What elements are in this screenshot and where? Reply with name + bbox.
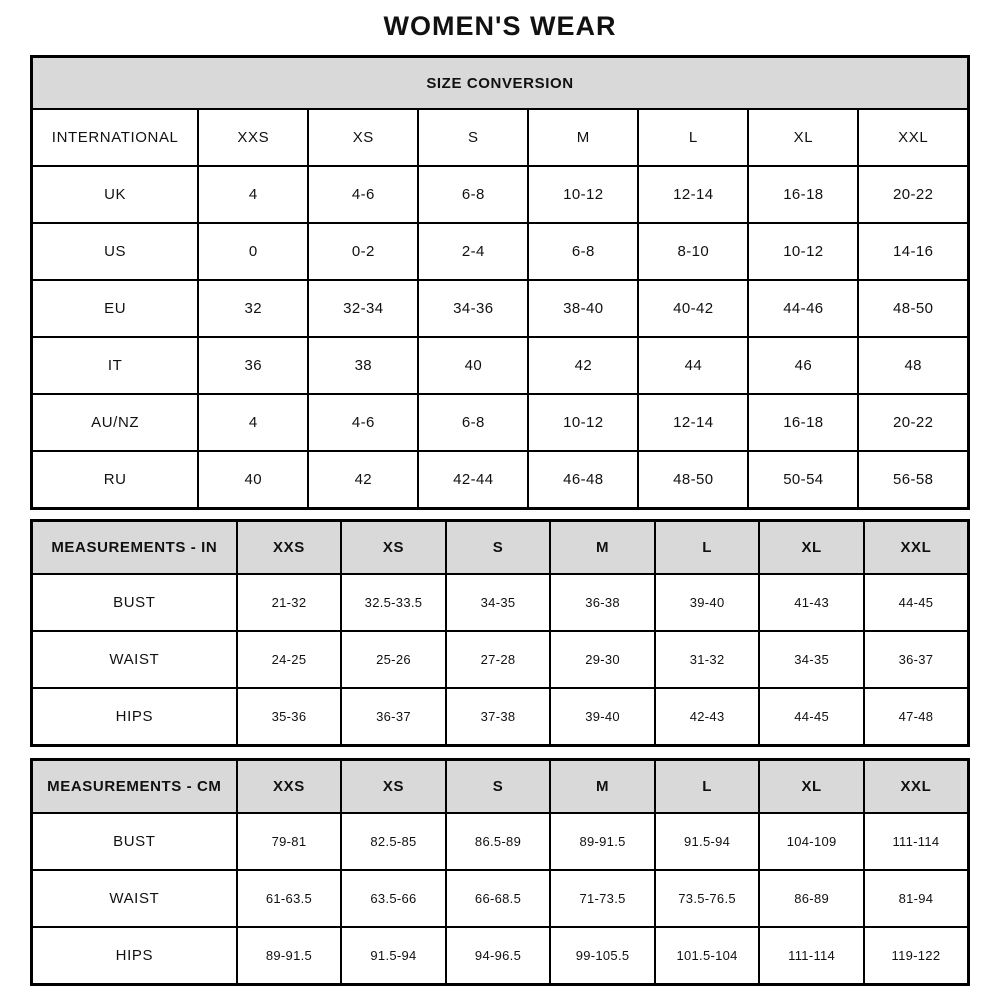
size-value: 10-12 [748, 223, 858, 280]
column-header-row [32, 521, 969, 575]
table-row-waist [32, 631, 969, 688]
size-value: 4-6 [308, 394, 418, 451]
column-header-s: S [446, 760, 551, 814]
measurement-value: 91.5-94 [341, 927, 446, 985]
size-value: 14-16 [858, 223, 968, 280]
size-value: 4 [198, 394, 308, 451]
column-header-xs: XS [341, 760, 446, 814]
measurement-value: 27-28 [446, 631, 551, 688]
size-value: 42 [528, 337, 638, 394]
size-conversion-title: SIZE CONVERSION [32, 57, 969, 110]
size-value: 8-10 [638, 223, 748, 280]
size-value: 32 [198, 280, 308, 337]
measurement-value: 61-63.5 [237, 870, 342, 927]
column-header-s: S [446, 521, 551, 575]
measurement-value: 39-40 [550, 688, 655, 746]
column-header-xxs: XXS [198, 109, 308, 166]
row-label: EU [32, 280, 199, 337]
measurement-value: 21-32 [237, 574, 342, 631]
column-header-international: INTERNATIONAL [32, 109, 199, 166]
measurement-value: 91.5-94 [655, 813, 760, 870]
table-spacer [30, 747, 970, 758]
column-header-xs: XS [341, 521, 446, 575]
measurement-value: 81-94 [864, 870, 969, 927]
size-value: 40 [418, 337, 528, 394]
table-row-us [32, 223, 969, 280]
column-header-xxl: XXL [858, 109, 968, 166]
measurement-value: 44-45 [864, 574, 969, 631]
measurement-value: 86.5-89 [446, 813, 551, 870]
column-header-row [32, 109, 969, 166]
size-value: 32-34 [308, 280, 418, 337]
table-row-uk [32, 166, 969, 223]
table-row-aunz [32, 394, 969, 451]
size-value: 42-44 [418, 451, 528, 509]
size-value: 48-50 [638, 451, 748, 509]
measurement-value: 34-35 [759, 631, 864, 688]
size-value: 40 [198, 451, 308, 509]
column-header-m: M [550, 760, 655, 814]
size-value: 6-8 [418, 166, 528, 223]
size-value: 10-12 [528, 166, 638, 223]
size-value: 0-2 [308, 223, 418, 280]
size-value: 48 [858, 337, 968, 394]
size-value: 38-40 [528, 280, 638, 337]
column-header-m: M [550, 521, 655, 575]
table-spacer [30, 510, 970, 519]
size-value: 12-14 [638, 166, 748, 223]
size-value: 46 [748, 337, 858, 394]
column-header-xl: XL [759, 760, 864, 814]
column-header-row [32, 760, 969, 814]
measurement-value: 86-89 [759, 870, 864, 927]
measurement-value: 79-81 [237, 813, 342, 870]
measurement-value: 104-109 [759, 813, 864, 870]
measurement-value: 101.5-104 [655, 927, 760, 985]
row-label: US [32, 223, 199, 280]
size-value: 44-46 [748, 280, 858, 337]
row-label: WAIST [32, 631, 237, 688]
row-label: UK [32, 166, 199, 223]
size-value: 2-4 [418, 223, 528, 280]
size-conversion-table [30, 55, 970, 510]
measurements-in-table [30, 519, 970, 747]
size-value: 56-58 [858, 451, 968, 509]
size-value: 42 [308, 451, 418, 509]
column-header-l: L [655, 521, 760, 575]
column-header-xs: XS [308, 109, 418, 166]
size-value: 12-14 [638, 394, 748, 451]
size-value: 44 [638, 337, 748, 394]
size-value: 0 [198, 223, 308, 280]
measurement-value: 41-43 [759, 574, 864, 631]
measurements-cm-table [30, 758, 970, 986]
row-label: WAIST [32, 870, 237, 927]
row-label: HIPS [32, 688, 237, 746]
measurement-value: 24-25 [237, 631, 342, 688]
column-header-s: S [418, 109, 528, 166]
page-title: WOMEN'S WEAR [383, 11, 617, 41]
measurement-value: 111-114 [864, 813, 969, 870]
size-value: 40-42 [638, 280, 748, 337]
measurement-value: 36-38 [550, 574, 655, 631]
column-header-xl: XL [748, 109, 858, 166]
table-row-hips [32, 688, 969, 746]
measurement-value: 42-43 [655, 688, 760, 746]
measurement-value: 37-38 [446, 688, 551, 746]
measurement-value: 36-37 [864, 631, 969, 688]
size-value: 10-12 [528, 394, 638, 451]
size-value: 50-54 [748, 451, 858, 509]
measurement-value: 31-32 [655, 631, 760, 688]
measurement-value: 39-40 [655, 574, 760, 631]
size-value: 4 [198, 166, 308, 223]
measurement-value: 73.5-76.5 [655, 870, 760, 927]
column-header-l: L [655, 760, 760, 814]
size-value: 36 [198, 337, 308, 394]
measurement-value: 36-37 [341, 688, 446, 746]
size-value: 16-18 [748, 394, 858, 451]
row-label: BUST [32, 574, 237, 631]
table-row-it [32, 337, 969, 394]
measurement-value: 66-68.5 [446, 870, 551, 927]
size-value: 20-22 [858, 166, 968, 223]
table-row-hips [32, 927, 969, 985]
size-value: 16-18 [748, 166, 858, 223]
measurement-value: 29-30 [550, 631, 655, 688]
column-header-xl: XL [759, 521, 864, 575]
row-label: BUST [32, 813, 237, 870]
size-value: 6-8 [418, 394, 528, 451]
measurement-value: 71-73.5 [550, 870, 655, 927]
size-value: 6-8 [528, 223, 638, 280]
measurement-value: 44-45 [759, 688, 864, 746]
measurement-value: 34-35 [446, 574, 551, 631]
row-label: AU/NZ [32, 394, 199, 451]
measurements-in-title: MEASUREMENTS - IN [32, 521, 237, 575]
column-header-xxs: XXS [237, 521, 342, 575]
measurement-value: 99-105.5 [550, 927, 655, 985]
size-value: 4-6 [308, 166, 418, 223]
size-value: 38 [308, 337, 418, 394]
column-header-l: L [638, 109, 748, 166]
measurement-value: 94-96.5 [446, 927, 551, 985]
measurement-value: 25-26 [341, 631, 446, 688]
column-header-m: M [528, 109, 638, 166]
table-row-ru [32, 451, 969, 509]
measurement-value: 63.5-66 [341, 870, 446, 927]
measurement-value: 82.5-85 [341, 813, 446, 870]
row-label: IT [32, 337, 199, 394]
measurement-value: 32.5-33.5 [341, 574, 446, 631]
size-value: 20-22 [858, 394, 968, 451]
measurement-value: 35-36 [237, 688, 342, 746]
table-row-eu [32, 280, 969, 337]
measurement-value: 119-122 [864, 927, 969, 985]
measurements-cm-title: MEASUREMENTS - CM [32, 760, 237, 814]
measurement-value: 89-91.5 [237, 927, 342, 985]
table-title-row [32, 57, 969, 110]
column-header-xxl: XXL [864, 521, 969, 575]
column-header-xxl: XXL [864, 760, 969, 814]
size-value: 46-48 [528, 451, 638, 509]
table-row-bust [32, 574, 969, 631]
measurement-value: 111-114 [759, 927, 864, 985]
size-value: 34-36 [418, 280, 528, 337]
row-label: HIPS [32, 927, 237, 985]
size-value: 48-50 [858, 280, 968, 337]
measurement-value: 89-91.5 [550, 813, 655, 870]
row-label: RU [32, 451, 199, 509]
measurement-value: 47-48 [864, 688, 969, 746]
table-row-waist [32, 870, 969, 927]
table-row-bust [32, 813, 969, 870]
column-header-xxs: XXS [237, 760, 342, 814]
